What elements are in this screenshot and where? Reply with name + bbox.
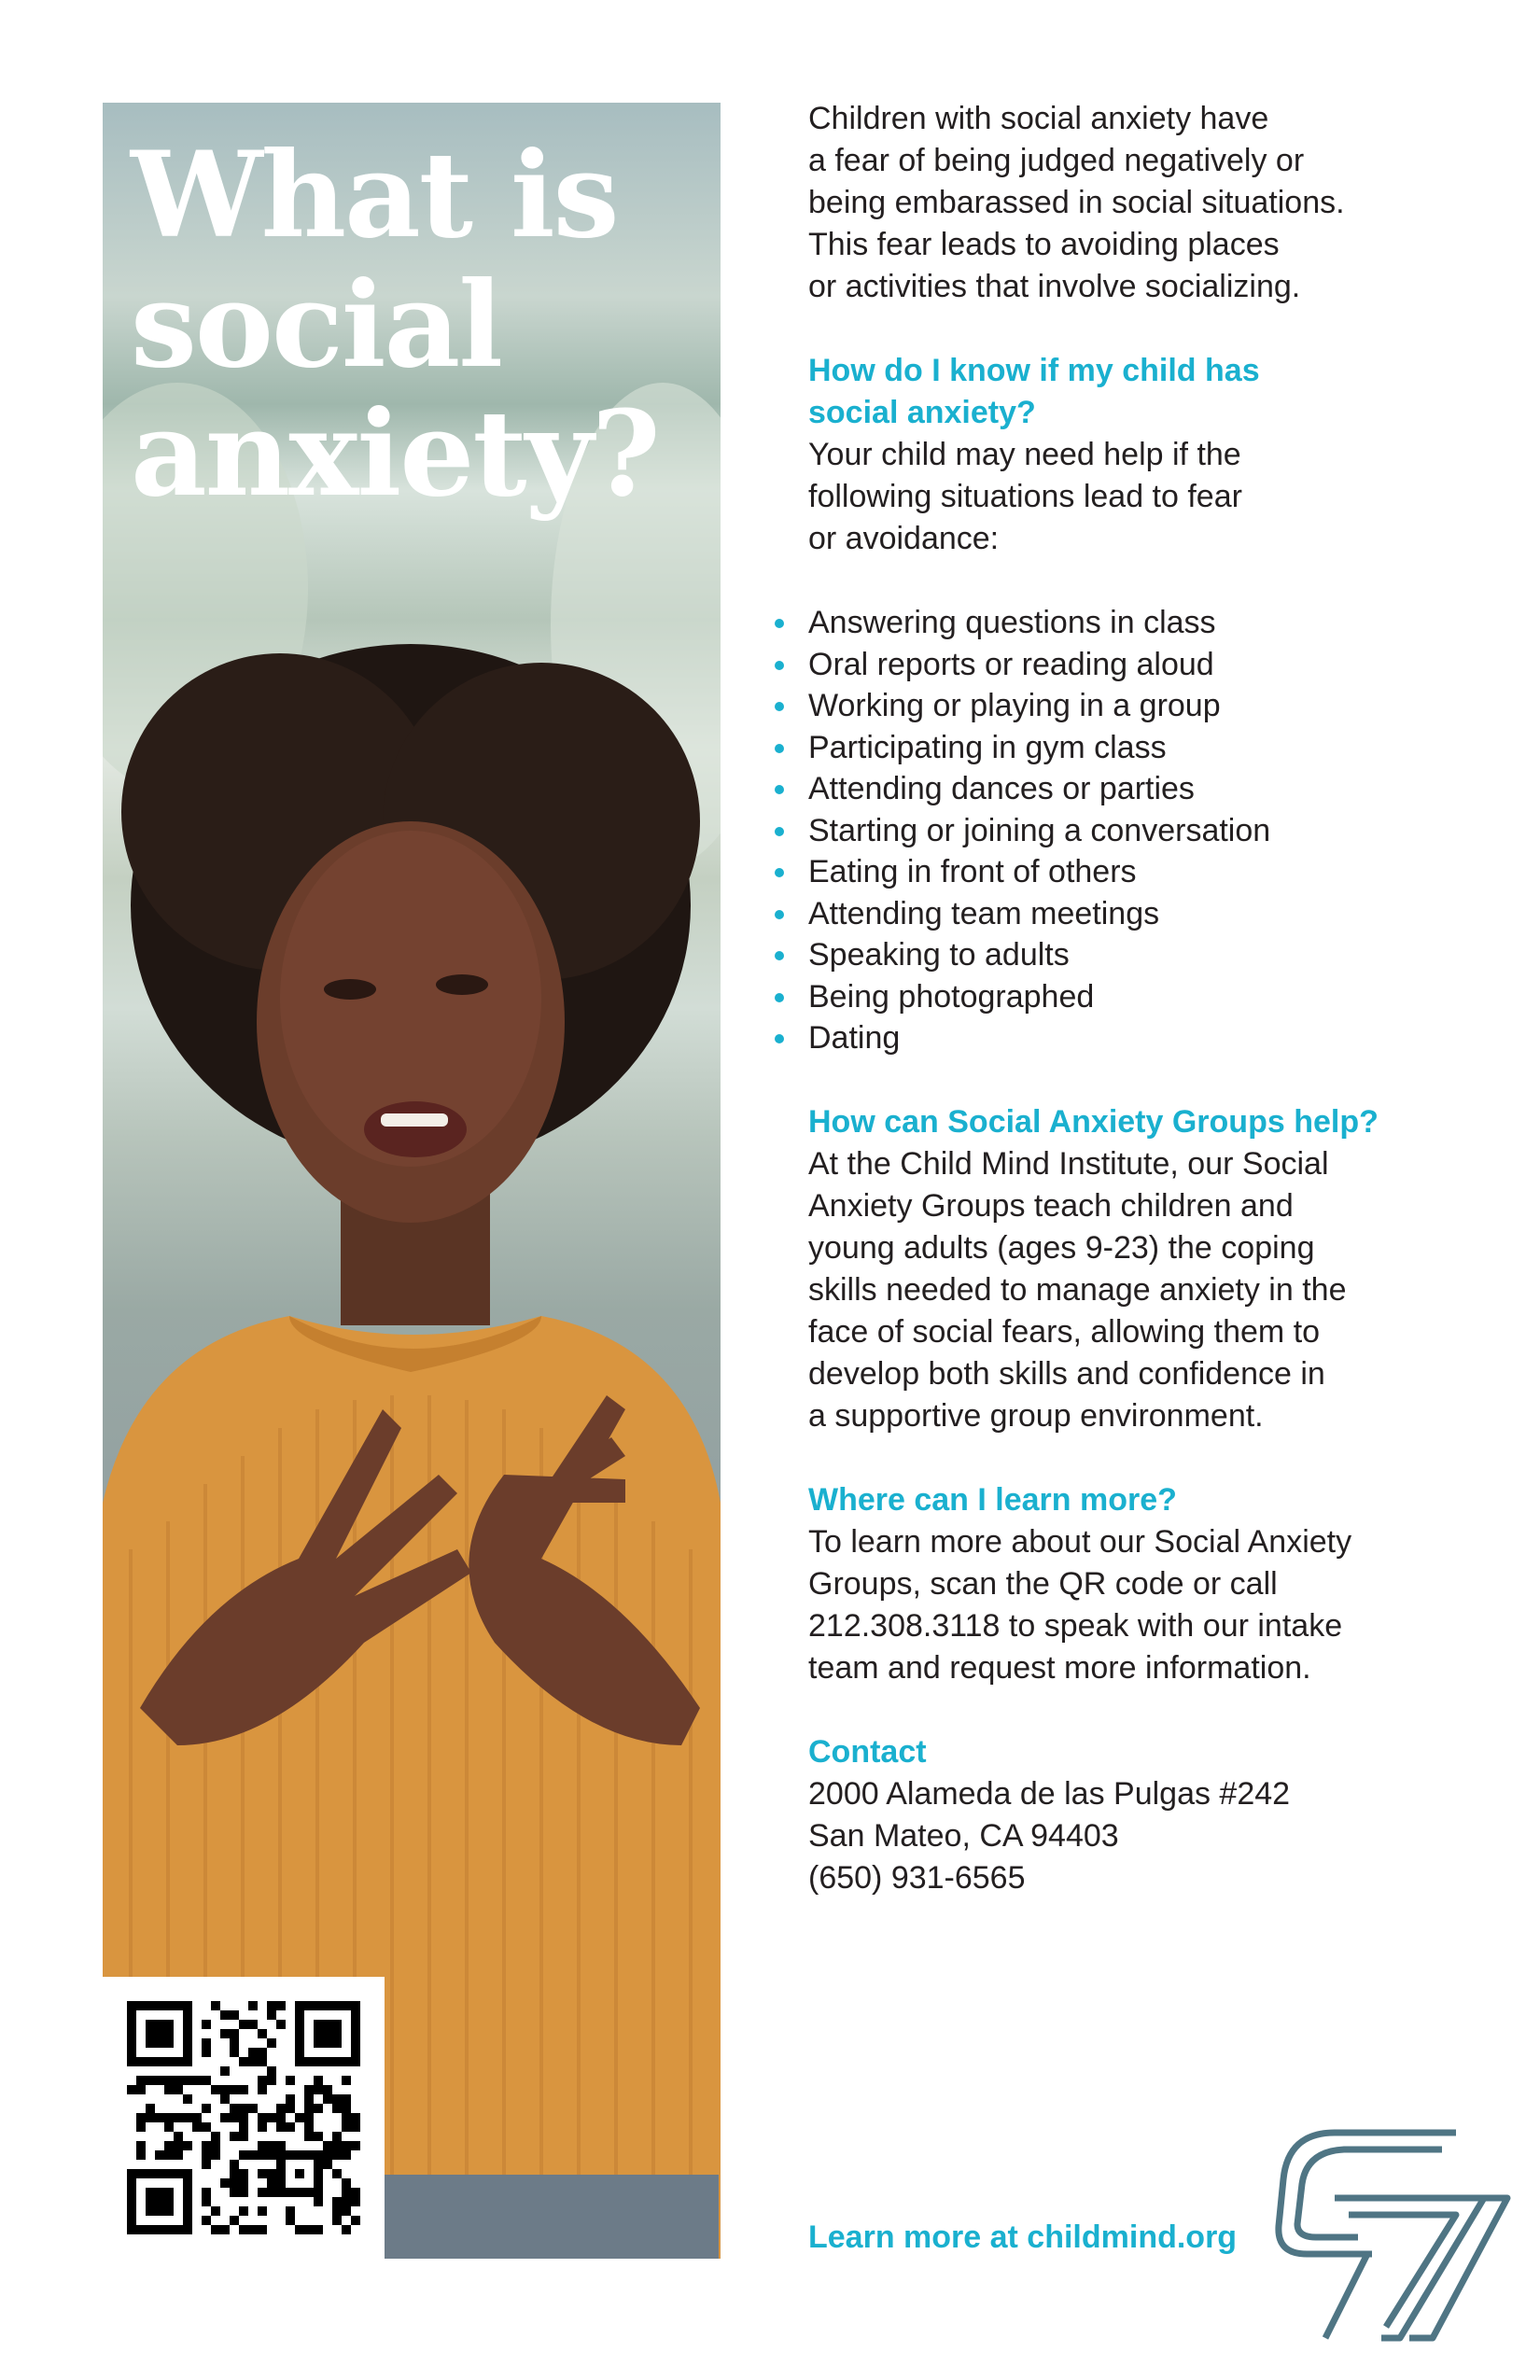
contact-phone[interactable]: (650) 931-6565 [808,1859,1026,1896]
contact-heading: Contact [808,1733,927,1770]
bullet-icon [775,868,784,877]
section-heading-know: How do I know if my child has social anxiety? [808,353,1260,430]
bullet-icon [775,619,784,628]
main-text-column [808,98,1443,1899]
title-line-1: What is [131,126,618,264]
list-item: Speaking to adults [808,934,1443,976]
qr-code[interactable] [103,1977,385,2259]
bullet-icon [775,951,784,960]
bullet-icon [775,1034,784,1043]
list-item: Attending dances or parties [808,768,1443,810]
section-heading-help: How can Social Anxiety Groups help? [808,1103,1379,1140]
bullet-icon [775,827,784,836]
bullet-icon [775,702,784,711]
bullet-icon [775,744,784,753]
section-body-know: Your child may need help if the following situations lead to fear or avoidance: [808,437,1242,556]
situations-list [808,602,1443,1059]
list-item: Dating [808,1017,1443,1059]
title-line-2: social [131,255,502,394]
page-title [131,126,709,524]
section-body-learn: To learn more about our Social Anxiety Groups, scan the QR code or call 212.308.3118 to speak with our intake team and request more information. [808,1523,1352,1686]
bullet-icon [775,993,784,1002]
list-item: Participating in gym class [808,727,1443,769]
list-item: Working or playing in a group [808,685,1443,727]
contact-address-line2: San Mateo, CA 94403 [808,1817,1119,1854]
list-item: Oral reports or reading aloud [808,644,1443,686]
bullet-icon [775,910,784,919]
bullet-icon [775,661,784,670]
section-body-help: At the Child Mind Institute, our Social Anxiety Groups teach children and young adults (ages 9-23) the coping skills needed to manage anxiety in the face of social fears, allowing them to develop both skills and confidence in a supportive group environment. [808,1145,1347,1434]
website-link[interactable]: Learn more at childmind.org [808,2219,1238,2255]
child-mind-logo-icon [1269,2114,1512,2347]
title-line-3: anxiety? [131,385,659,524]
list-item: Being photographed [808,976,1443,1018]
list-item: Eating in front of others [808,851,1443,893]
list-item: Answering questions in class [808,602,1443,644]
intro-paragraph: Children with social anxiety have a fear of being judged negatively or being embarassed in social situations. This fear leads to avoiding places or activities that involve socializing. [808,101,1345,304]
section-heading-learn: Where can I learn more? [808,1481,1177,1518]
list-item: Starting or joining a conversation [808,810,1443,852]
list-item: Attending team meetings [808,893,1443,935]
qr-code-icon [127,2001,360,2234]
contact-address-line1: 2000 Alameda de las Pulgas #242 [808,1775,1291,1812]
bullet-icon [775,785,784,794]
